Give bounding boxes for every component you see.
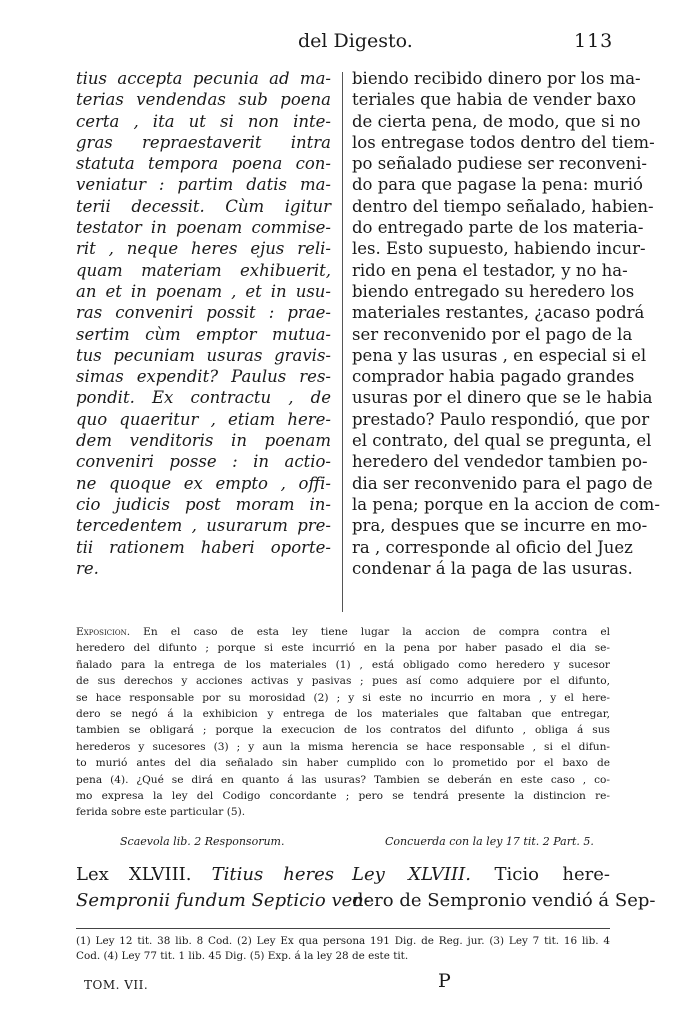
- footnote-line: Cod. (4) Ley 77 tit. 1 lib. 45 Dig. (5) Exp. á la ley 28 de este tit.: [76, 950, 409, 962]
- spanish-text-line: pena y las usuras , en especial si el: [352, 345, 647, 365]
- footnotes: [76, 934, 610, 964]
- law-48-latin: [76, 862, 370, 914]
- latin-text-line: statuta tempora poena con-: [76, 154, 331, 174]
- footnote-rule: [76, 928, 610, 929]
- latin-text-line: tercedentem , usurarum pre-: [76, 516, 331, 536]
- law-48-latin-label: Lex XLVIII.: [76, 864, 192, 885]
- exposition-line: pena (4). ¿Qué se dirá en quanto á las usuras? Tambien se deberán en este caso , co-: [76, 773, 610, 786]
- latin-column: [76, 68, 331, 579]
- spanish-text-line: comprador habia pagado grandes: [352, 367, 635, 387]
- exposition-line: ferida sobre este particular (5).: [76, 806, 246, 819]
- law-48-latin-line-2: Sempronii fundum Septicio ven-: [76, 890, 370, 911]
- spanish-text-line: de cierta pena, de modo, que si no: [352, 111, 641, 131]
- spanish-text-line: ser reconvenido por el pago de la: [352, 324, 633, 344]
- spanish-text-line: dia ser reconvenido para el pago de: [352, 473, 653, 493]
- latin-text-line: pondit. Ex contractu , de: [76, 388, 331, 408]
- law-48-spanish-opening: Ticio here-: [494, 864, 610, 885]
- exposition-line: mo expresa la ley del Codigo concordante ; pero se tendrá presente la distincion re-: [76, 790, 610, 803]
- latin-text-line: sertim cùm emptor mutua-: [76, 324, 331, 344]
- exposition-line: heredero del difunto ; porque si este incurrió en la pena por haber pasado el dia se-: [76, 642, 610, 655]
- law-48-latin-line-1: [76, 862, 334, 888]
- spanish-text-line: pra, despues que se incurre en mo-: [352, 516, 648, 536]
- law-48-spanish-line-1: [352, 862, 610, 888]
- exposition-line: dero se negó á la exhibicion y entrega de los materiales que faltaban que entregar,: [76, 708, 610, 721]
- latin-text-line: terii decessit. Cùm igitur: [76, 196, 331, 216]
- latin-text-line: tius accepta pecunia ad ma-: [76, 69, 331, 88]
- law-48-spanish-label: Ley XLVIII.: [352, 864, 471, 885]
- latin-text-line: gras repraestaverit intra: [76, 132, 331, 152]
- spanish-text-line: dentro del tiempo señalado, habien-: [352, 196, 654, 216]
- latin-text-line: certa , ita ut si non inte-: [76, 111, 331, 131]
- source-concordance-spanish: Concuerda con la ley 17 tit. 2 Part. 5.: [385, 835, 594, 848]
- latin-text-line: quo quaeritur , etiam here-: [76, 409, 331, 429]
- exposition-first-line-text: En el caso de esta ley tiene lugar la accion de compra contra el: [143, 626, 610, 638]
- latin-text-line: ne quoque ex empto , offi-: [76, 473, 331, 493]
- spanish-text-line: ra , corresponde al oficio del Juez: [352, 537, 633, 557]
- exposition-label: Exposicion.: [76, 626, 131, 638]
- latin-text-line: tii rationem haberi oporte-: [76, 537, 331, 557]
- spanish-text-line: biendo recibido dinero por los ma-: [352, 69, 641, 88]
- latin-text-line: cio judicis post moram in-: [76, 494, 331, 514]
- latin-text-line: testator in poenam commise-: [76, 218, 331, 238]
- source-citation-latin: Scaevola lib. 2 Responsorum.: [120, 835, 285, 848]
- spanish-text-line: usuras por el dinero que se le habia: [352, 388, 653, 408]
- volume-label: TOM. VII.: [84, 978, 149, 992]
- exposition-line: ñalado para la entrega de los materiales (1) , está obligado como heredero y sucesor: [76, 658, 610, 671]
- spanish-text-line: teriales que habia de vender baxo: [352, 90, 637, 110]
- column-divider: [342, 72, 343, 612]
- exposition-line: tambien se obligará ; porque la execucion de los contratos del difunto , obliga á sus: [76, 724, 610, 737]
- latin-text-line: quam materiam exhibuerit,: [76, 260, 331, 280]
- spanish-text-line: materiales restantes, ¿acaso podrá: [352, 303, 645, 323]
- latin-text-line: conveniri posse : in actio-: [76, 452, 331, 472]
- exposition-line: de sus derechos y acciones activas y pasivas ; pues así como adquiere por el difunto,: [76, 675, 610, 688]
- spanish-text-line: el contrato, del qual se pregunta, el: [352, 431, 652, 451]
- exposition-line: to murió antes del dia señalado sin haber cumplido con lo prometido por el baxo de: [76, 757, 610, 770]
- spanish-text-line: la pena; porque en la accion de com-: [352, 494, 660, 514]
- page-number: 113: [574, 30, 614, 52]
- spanish-text-line: biendo entregado su heredero los: [352, 281, 635, 301]
- law-48-latin-opening: Titius heres: [211, 864, 334, 885]
- law-48-spanish: [352, 862, 656, 914]
- latin-text-line: veniatur : partim datis ma-: [76, 175, 331, 195]
- exposition-first-line: [76, 624, 610, 640]
- latin-text-line: re.: [76, 558, 99, 578]
- latin-text-line: terias vendendas sub poena: [76, 90, 331, 110]
- spanish-column: [352, 68, 660, 579]
- spanish-text-line: do para que pagase la pena: murió: [352, 175, 643, 195]
- exposition-line: se hace responsable por su morosidad (2) ; y si este no incurrio en mora , y el here-: [76, 691, 610, 704]
- latin-text-line: ras conveniri possit : prae-: [76, 303, 331, 323]
- latin-text-line: rit , neque heres ejus reli-: [76, 239, 331, 259]
- spanish-text-line: prestado? Paulo respondió, que por: [352, 409, 650, 429]
- law-48-spanish-line-2: dero de Sempronio vendió á Sep-: [352, 890, 656, 911]
- latin-text-line: dem venditoris in poenam: [76, 431, 331, 451]
- exposition-line: herederos y sucesores (3) ; y aun la misma herencia se hace responsable , si el difun-: [76, 740, 610, 753]
- signature-mark: P: [438, 970, 451, 992]
- footnote-line: (1) Ley 12 tit. 38 lib. 8 Cod. (2) Ley Ex qua persona 191 Dig. de Reg. jur. (3) Ley 7 tit. 16 lib. 4: [76, 935, 610, 947]
- spanish-text-line: do entregado parte de los materia-: [352, 218, 644, 238]
- spanish-text-line: po señalado pudiese ser reconveni-: [352, 154, 647, 174]
- spanish-text-line: rido en pena el testador, y no ha-: [352, 260, 628, 280]
- exposition-lines: [76, 640, 610, 820]
- running-title: del Digesto.: [298, 30, 413, 52]
- spanish-text-line: heredero del vendedor tambien po-: [352, 452, 648, 472]
- spanish-text-line: condenar á la paga de las usuras.: [352, 558, 633, 578]
- latin-text-line: an et in poenam , et in usu-: [76, 281, 331, 301]
- exposition-paragraph: [76, 624, 610, 821]
- latin-text-line: simas expendit? Paulus res-: [76, 367, 331, 387]
- latin-text-line: tus pecuniam usuras gravis-: [76, 345, 331, 365]
- spanish-text-line: los entregase todos dentro del tiem-: [352, 132, 655, 152]
- spanish-text-line: les. Esto supuesto, habiendo incur-: [352, 239, 646, 259]
